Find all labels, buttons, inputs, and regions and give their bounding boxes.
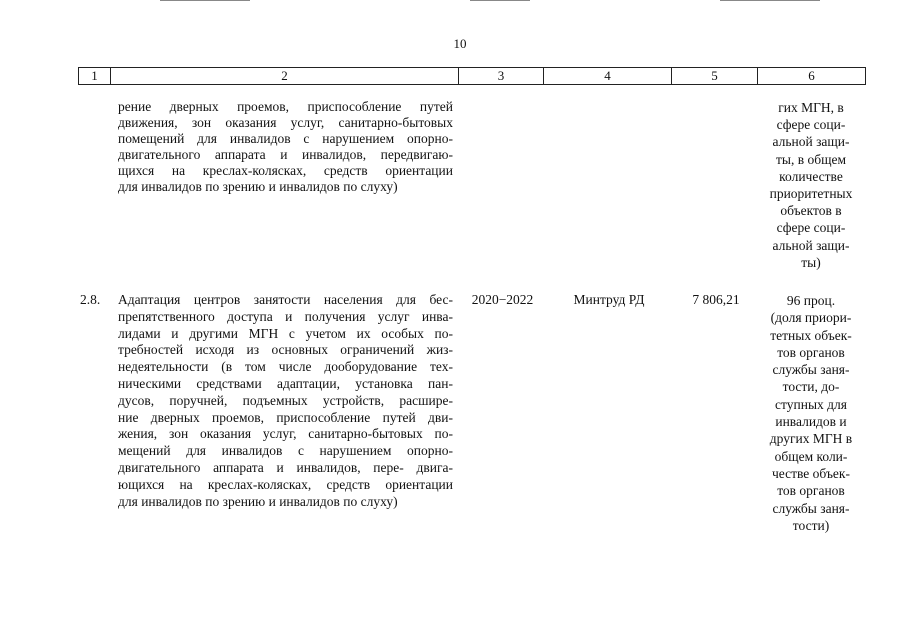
text-line: лидами и другими МГН с учетом их особых по- — [118, 325, 453, 341]
indicator-line: других МГН в — [769, 431, 853, 447]
continuation-indicator — [757, 99, 865, 271]
indicator-line: тости) — [792, 517, 830, 533]
indicator-line: ты) — [801, 254, 821, 270]
indicator-line: приоритетных — [769, 186, 853, 202]
header-col-4: 4 — [544, 68, 672, 84]
row-indicator — [757, 292, 865, 534]
indicator-line: гих МГН, в — [778, 100, 844, 115]
indicator-line: честве объек- — [772, 465, 850, 481]
text-line: помещений для инвалидов с нарушением опорно- — [118, 131, 453, 146]
indicator-line: инвалидов и — [775, 414, 847, 430]
text-line: щихся на креслах-колясках, средств ориентации — [118, 163, 453, 178]
text-line: двигательного аппарата и инвалидов, передвигаю- — [118, 147, 453, 162]
row-description — [118, 292, 453, 510]
text-line: жения, зон оказания услуг, санитарно-бытовых по- — [118, 426, 453, 442]
text-line: требностей исходя из основных ограничений жиз- — [118, 342, 453, 358]
indicator-line: тов органов — [777, 344, 845, 360]
text-line: ющихся на креслах-колясках, средств ориентации — [118, 476, 453, 492]
row-executor: Минтруд РД — [573, 292, 645, 307]
text-line: рение дверных проемов, приспособление путей — [118, 99, 453, 114]
indicator-line: тости, до- — [782, 379, 840, 395]
header-col-5: 5 — [672, 68, 758, 84]
continuation-description — [118, 99, 453, 195]
text-line: для инвалидов по зрению и инвалидов по слуху) — [118, 179, 398, 194]
indicator-line: службы заня- — [772, 362, 850, 378]
header-col-3: 3 — [459, 68, 544, 84]
indicator-line: сфере соци- — [776, 117, 846, 133]
indicator-line: альной защи- — [772, 237, 850, 253]
indicator-line: сфере соци- — [776, 220, 846, 236]
indicator-line: тетных объек- — [770, 327, 852, 343]
text-line: для инвалидов по зрению и инвалидов по слуху) — [118, 493, 398, 509]
row-amount: 7 806,21 — [692, 292, 740, 307]
header-col-2: 2 — [111, 68, 459, 84]
indicator-line: тов органов — [777, 483, 845, 499]
row-period: 2020−2022 — [471, 292, 534, 307]
indicator-line: службы заня- — [772, 500, 850, 516]
text-line: ническими средствами адаптации, установка пан- — [118, 375, 453, 391]
indicator-line: 96 проц. — [786, 293, 836, 308]
text-line: ние дверных проемов, приспособление путей дви- — [118, 409, 453, 425]
text-line: мещений для инвалидов с нарушением опорно- — [118, 443, 453, 459]
text-line: препятственного доступа и получения услуг инва- — [118, 308, 453, 324]
indicator-line: (доля приори- — [770, 310, 852, 326]
text-line: движения, зон оказания услуг, санитарно-бытовых — [118, 115, 453, 130]
indicator-line: общем коли- — [774, 448, 848, 464]
indicator-line: объектов в — [780, 203, 842, 219]
indicator-line: ступных для — [775, 396, 847, 412]
text-line: Адаптация центров занятости населения для бес- — [118, 292, 453, 307]
indicator-line: количестве — [779, 168, 843, 184]
indicator-line: альной защи- — [772, 134, 850, 150]
text-line: недеятельности (в том числе дооборудование тех- — [118, 359, 453, 375]
text-line: дусов, поручней, подъемных устройств, расшире- — [118, 392, 453, 408]
table-header — [78, 67, 866, 85]
indicator-line: ты, в общем — [775, 151, 847, 167]
text-line: двигательного аппарата и инвалидов, пере- двига- — [118, 459, 453, 475]
header-col-1: 1 — [79, 68, 111, 84]
page-number: 10 — [453, 36, 467, 51]
header-col-6: 6 — [758, 68, 866, 84]
row-number: 2.8. — [80, 292, 101, 307]
